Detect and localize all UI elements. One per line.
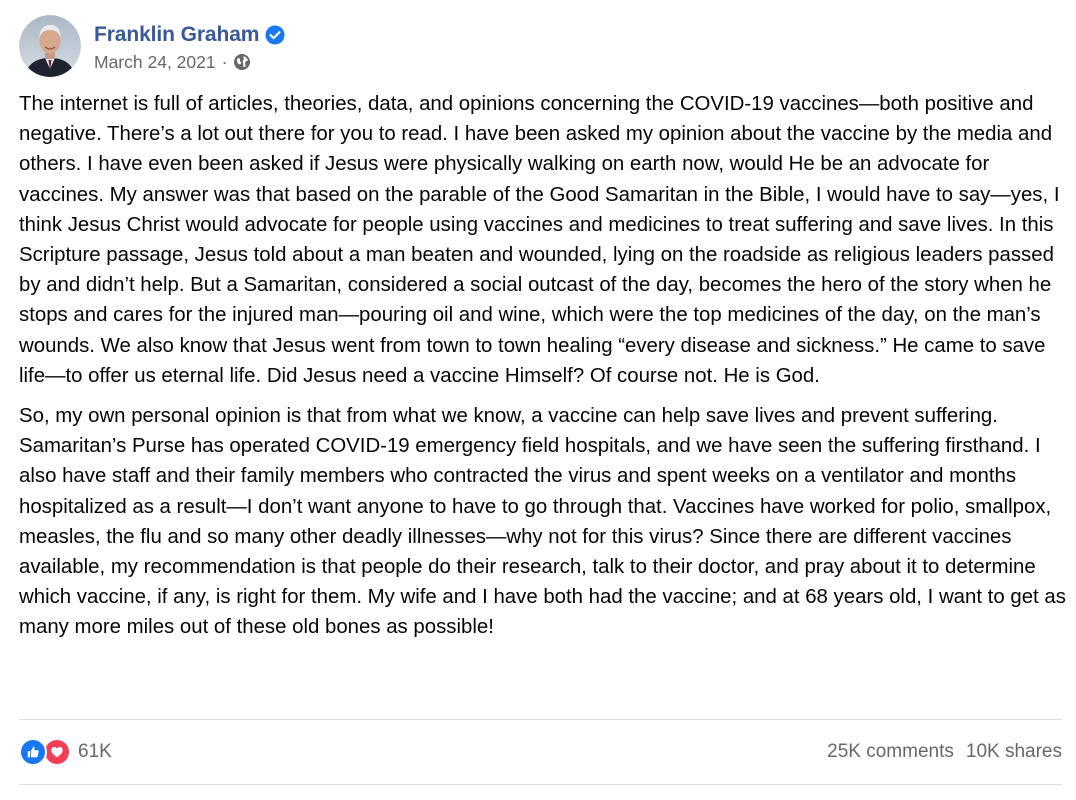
reactions-summary[interactable] <box>19 738 112 766</box>
post-meta <box>94 52 285 73</box>
comments-count-link[interactable]: 25K comments <box>827 741 954 762</box>
verified-badge-icon <box>265 25 285 45</box>
footer-divider-bottom <box>19 784 1062 785</box>
globe-icon[interactable] <box>233 53 251 71</box>
post-footer <box>19 733 1062 771</box>
post-header <box>19 14 285 78</box>
author-avatar[interactable] <box>19 15 81 77</box>
author-name[interactable]: Franklin Graham <box>94 22 260 46</box>
reaction-icons <box>19 738 71 766</box>
love-icon <box>43 738 71 766</box>
engagement-stats <box>827 741 1062 763</box>
reaction-count: 61K <box>78 741 112 762</box>
post-body <box>19 89 1069 643</box>
post-paragraph: So, my own personal opinion is that from what we know, a vaccine can help save lives and prevent suffering. Samaritan’s Purse has operated COVID-19 emergency field hospitals, and we have seen the suffering firsthand. I also have staff and their family members who contracted the virus and spent weeks on a ventilator and months hospitalized as a result—I don’t want anyone to have to go through that. Vaccines have worked for polio, smallpox, measles, the flu and so many other deadly illnesses—why not for this virus? Since there are different vaccines available, my recommendation is that people do their research, talk to their doctor, and pray about it to determine which vaccine, if any, is right for them. My wife and I have both had the vaccine; and at 68 years old, I want to get as many more miles out of these old bones as possible! <box>19 405 1066 639</box>
post-date[interactable]: March 24, 2021 <box>94 51 216 72</box>
author-info <box>94 20 285 73</box>
author-line <box>94 20 285 50</box>
meta-separator: · <box>221 51 228 72</box>
footer-divider-top <box>19 719 1062 720</box>
post-paragraph: The internet is full of articles, theories, data, and opinions concerning the COVID-19 vaccines—both positive and negative. There’s a lot out there for you to read. I have been asked my opinion about the vaccine by the media and others. I have even been asked if Jesus were physically walking on earth now, would He be an advocate for vaccines. My answer was that based on the parable of the Good Samaritan in the Bible, I would have to say—yes, I think Jesus Christ would advocate for people using vaccines and medicines to treat suffering and save lives. In this Scripture passage, Jesus told about a man beaten and wounded, lying on the roadside as religious leaders passed by and didn’t help. But a Samaritan, considered a social outcast of the day, becomes the hero of the story when he stops and cares for the injured man—pouring oil and wine, which were the top medicines of the day, on the man’s wounds. We also know that Jesus went from town to town healing “every disease and sickness.” He came to save life—to offer us eternal life. Did Jesus need a vaccine Himself? Of course not. He is God. <box>19 93 1060 387</box>
like-icon <box>19 738 47 766</box>
avatar-photo <box>19 15 81 77</box>
shares-count-link[interactable]: 10K shares <box>965 741 1062 762</box>
